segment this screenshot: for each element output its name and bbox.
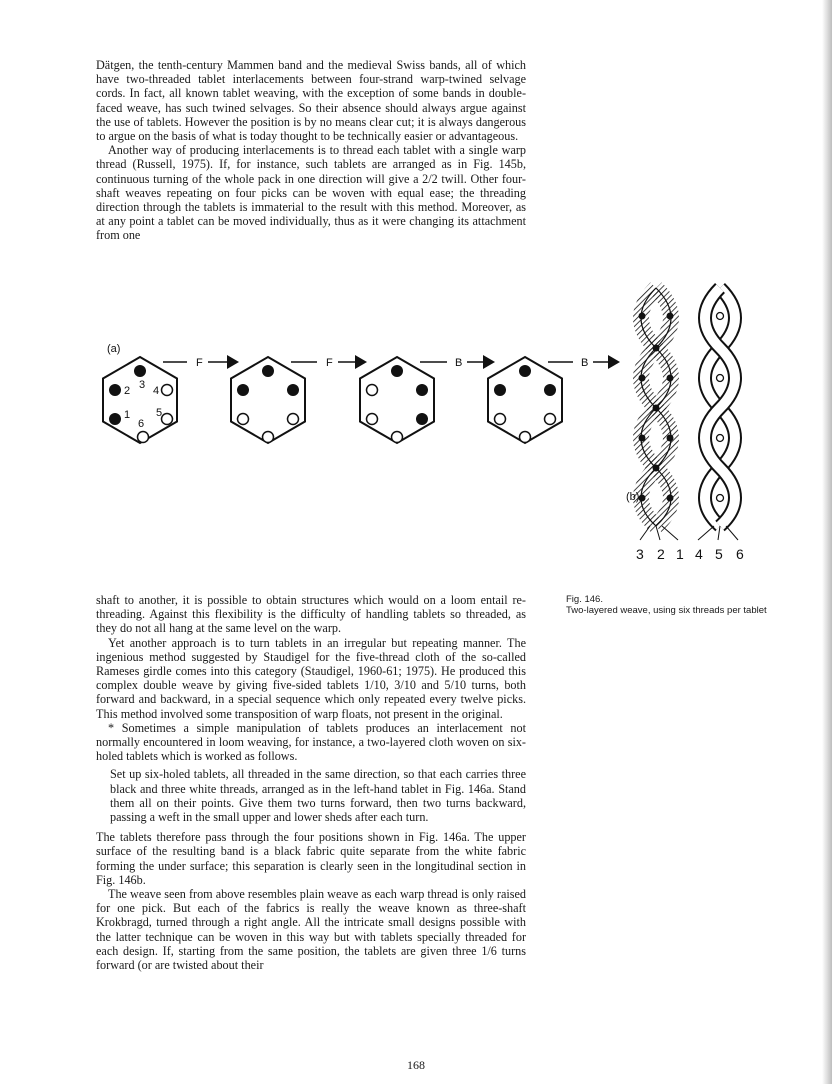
paragraph: The tablets therefore pass through the four positions shown in Fig. 146a. The upper surface of the resulting band is a black fabric quite separate from the white fabric forming the under surface; this separation is clearly seen in the longitudinal section in Fig. 146b. <box>96 830 526 887</box>
figure-146a <box>95 338 625 448</box>
section-number: 4 <box>695 546 703 562</box>
hole-white <box>495 414 506 425</box>
hole-white <box>138 432 149 443</box>
hole-number: 2 <box>124 385 131 397</box>
hole-number: 1 <box>124 409 131 421</box>
figure-b-label: (b) <box>626 491 640 503</box>
hole-number: 4 <box>153 385 160 397</box>
tablet-2 <box>231 357 305 443</box>
turn-arrow <box>548 355 620 369</box>
turn-direction: F <box>196 357 203 369</box>
hole-number: 5 <box>156 407 163 419</box>
hole-black <box>391 365 403 377</box>
indented-instructions: Set up six-holed tablets, all threaded in the same direction, so that each carries three black and three white threads, arranged as in the left-hand tablet in Fig. 146a. Stand them all on their points. Give them two turns forward, then two turns backward, passing a weft in the small upper and lower sheds after each turn. <box>110 767 526 825</box>
paragraph: The weave seen from above resembles plain weave as each warp thread is only raised for one pick. But each of the fabrics is really the weave known as three-shaft Krokbragd, turned through a right angle. All the intricate small designs possible with the latter technique can be woven in this way but with tablets specially threaded for each design. If, starting from the same position, the tablets are given three 1/6 turns forward (or are twisted about their <box>96 887 526 973</box>
section-number: 1 <box>676 546 684 562</box>
hole-black <box>519 365 531 377</box>
hole-number: 6 <box>138 418 145 430</box>
hole-white <box>520 432 531 443</box>
figure-a-label: (a) <box>107 343 121 355</box>
hole-white <box>238 414 249 425</box>
white-layer-section <box>705 288 735 526</box>
hole-white <box>162 385 173 396</box>
section-number: 6 <box>736 546 744 562</box>
hole-black <box>262 365 274 377</box>
hole-black <box>237 384 249 396</box>
caption-title: Fig. 146. <box>566 594 603 605</box>
hole-black <box>134 365 146 377</box>
page-edge-shadow <box>822 0 832 1084</box>
page-number: 168 <box>407 1058 425 1072</box>
turn-direction: B <box>455 357 463 369</box>
hole-white <box>162 414 173 425</box>
hole-number: 3 <box>139 379 146 391</box>
section-numbers <box>636 546 744 562</box>
hole-white <box>367 385 378 396</box>
turn-direction: F <box>326 357 333 369</box>
body-text-top <box>96 58 526 243</box>
hole-black <box>544 384 556 396</box>
hole-white <box>545 414 556 425</box>
hole-black <box>416 384 428 396</box>
figure-caption <box>566 594 776 616</box>
paragraph: Yet another approach is to turn tablets in an irregular but repeating manner. The ingenious method suggested by Staudigel for the five-thread cloth of the so-called Rameses girdle comes into this category (Staudigel, 1960-61; 1975). He produced this complex double weave by giving five-sided tablets 1/10, 3/10 and 5/10 turns, both forward and backward, in a special sequence which only repeated every twelve picks. This method involved some transposition of warp floats, not present in the original. <box>96 635 526 721</box>
turn-arrow <box>291 355 367 369</box>
figure-146b <box>620 278 765 568</box>
hole-white <box>392 432 403 443</box>
hole-white <box>288 414 299 425</box>
body-text-bottom <box>96 593 526 972</box>
hole-black <box>109 413 121 425</box>
tablet-4 <box>488 357 562 443</box>
hole-white <box>367 414 378 425</box>
hole-black <box>494 384 506 396</box>
section-number: 5 <box>715 546 723 562</box>
hole-black <box>109 384 121 396</box>
turn-direction: B <box>581 357 589 369</box>
tablet-3 <box>360 357 434 443</box>
hole-white <box>263 432 274 443</box>
paragraph: shaft to another, it is possible to obtain structures which would on a loom entail re-threading. Against this flexibility is the difficulty of handling tablets so threaded, as they do not all hang at the same level on the warp. <box>96 593 526 636</box>
tablet-1 <box>103 357 177 443</box>
hole-black <box>416 413 428 425</box>
section-number: 2 <box>657 546 665 562</box>
section-number: 3 <box>636 546 644 562</box>
paragraph: Dätgen, the tenth-century Mammen band and the medieval Swiss bands, all of which have two-threaded tablet interlacements between four-strand warp-twined selvage cords. In fact, all known tablet weaving, with the exception of some bands in double-faced weave, has such twined selvages. So their absence should always argue against the use of tablets. However the position is by no means clear cut; it is always dangerous to argue on the basis of what is today thought to be technically easier or advantageous. <box>96 58 526 144</box>
hole-black <box>287 384 299 396</box>
black-layer-section <box>639 288 674 526</box>
turn-arrow <box>163 355 239 369</box>
paragraph: Another way of producing interlacements is to thread each tablet with a single warp thread (Russell, 1975). If, for instance, such tablets are arranged as in Fig. 145b, continuous turning of the whole pack in one direction will give a 2/2 twill. Other four-shaft weaves repeating on four picks can be woven with equal ease; the threading direction through the tablets is immaterial to the result with this method. Moreover, as at any point a tablet can be moved individually, thus as it were changing its attachment from one <box>96 143 526 243</box>
caption-text: Two-layered weave, using six threads per tablet <box>566 605 767 616</box>
turn-arrow <box>420 355 495 369</box>
paragraph: * Sometimes a simple manipulation of tablets produces an interlacement not normally encountered in loom weaving, for instance, a two-layered cloth woven on six-holed tablets which is worked as follows. <box>96 720 526 764</box>
